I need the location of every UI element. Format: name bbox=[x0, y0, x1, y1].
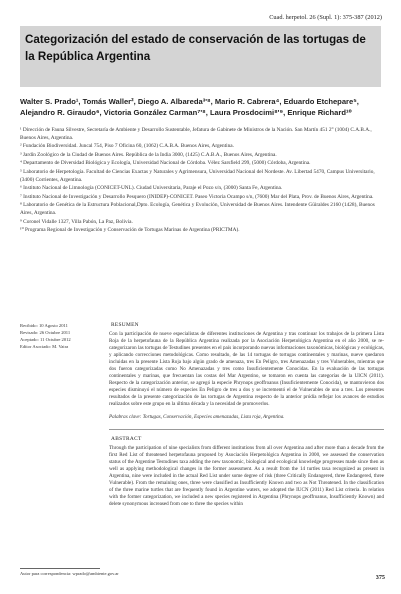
page-number: 375 bbox=[375, 574, 385, 581]
keywords-es-label: Palabras clave: bbox=[109, 414, 142, 421]
associate-editor: Editor Asociado: M. Vaira bbox=[20, 344, 69, 350]
date-accepted: Aceptado: 11 Octubre 2012 bbox=[20, 337, 71, 343]
keywords-es bbox=[109, 414, 384, 421]
affiliation-10: ¹⁰ Programa Regional de Investigación y Conservación de Tortugas Marinas de Argentina (PRICTMA). bbox=[20, 227, 240, 234]
affiliation-7: ⁷ Instituto Nacional de Investigación y Desarrollo Pesquero (INIDEP)-CONICET. Paseo Victoria Ocampo s/n, (7600) Mar del Plata, Prov. de Buenos Aires, Argentina. bbox=[20, 193, 374, 200]
affiliation-8: ⁸ Laboratorio de Genética de la Estructura Poblacional,Dpto. Ecología, Genética y Evolución, Universidad de Buenos Aires. Intendente Güiraldes 2160 (1428), Buenos Aires, Argentina. bbox=[20, 202, 375, 216]
affiliation-6: ⁶ Instituto Nacional de Limnología (CONICET-UNL). Ciudad Universitaria, Paraje el Pozo s/n, (3000) Santa Fe, Argentina. bbox=[20, 185, 283, 192]
resumen-text: Con la participación de nueve especialistas de diferentes instituciones de Argentina y tras continuar los trabajos de la primera Lista Roja de la herpetofauna de la República Argentina realizada por la Asociación Herpetológica Argentina en el año 2000, se re-categorizaron las tortugas de Testudines presentes en el país incorporando nuevas informaciones taxonómicas, biológicas y ecológicas, y aplicando correcciones metodológicas. Como resultado, de las 14 tortugas de tortugas continentales y marinas, nueve quedaron incluidas en la presente Lista Roja bajo algún grado de amenaza, tres En Peligro, tres Amenazadas y tres Vulnerables, mientras que dos fueron categorizadas como No Amenazadas y tres como Insuficientemente Conocidas. En la evaluación de las tortugas continentales y marinas, que frecuentan las costas del Mar Argentino, se tomaron en cuenta las categorías de la UICN (2011). Respecto de la categorización anterior, se agregó la especie Phrynops geoffroanus (Insuficientemente Conocida), se mantuvieron dos especies disminuyó el número de especies En Peligro de tres a dos y se incrementó el de Vulnerables de uno a tres. Los presentes resultados de la presente categorización de las tortugas de Argentina respecto de la anterior pródía reflejar los avances de estudios realizados sobre este grupo en la última década y la necesidad de promoverlos. bbox=[109, 331, 384, 407]
keywords-es-text: Tortugas, Conservación, Especies amenazadas, Lista roja, Argentina. bbox=[142, 414, 285, 421]
abstract-heading: ABSTRACT bbox=[111, 436, 142, 443]
resumen-heading: RESUMEN bbox=[111, 322, 139, 328]
affiliation-4: ⁴ Departamento de Diversidad Biológica y Ecología, Universidad Nacional de Córdoba. Vélez Sarsfield 299, (5000) Córdoba, Argentina. bbox=[20, 160, 311, 167]
title-banner bbox=[20, 26, 381, 87]
article-title: Categorización del estado de conservación de las tortugas de la República Argentina bbox=[25, 33, 366, 63]
affiliation-9: ⁹ Coronel Vidalle 1327, Villa Pabón, La Paz, Bolivia. bbox=[20, 218, 133, 225]
section-divider bbox=[109, 429, 384, 430]
journal-citation: Cuad. herpetol. 26 (Supl. 1): 375-387 (2012) bbox=[269, 14, 382, 21]
abstract-text: Through the participation of nine specialists from different institutions from all over Argentina and after more than a decade from the first Red List of threatened herpetofauna proposed by Asociación Herpetológica Argentina in 2000, we assessed the conservation status of the Argentine Testudines taxa adding the new taxonomic, biological and ecological knowledge progresses made since then as well as applying methodological changes in the former assessment. As a result from the 14 turtles taxa recognized as present in Argentina, nine were included in the actual Red List under some degree of risk (three Critically Endangered, three Endangered, three Vulnerable). From the remaining ones, three were classified as Insufficiently Known and two as Not Threatened. In the classification of the three marine turtles that are frequently found in Argentine waters, we adopted the IUCN (2011) Red List criteria. In relation with the former categorization, we included a new species registered in Argentina (Phrynops geoffroanus, Insufficiently Known) and delete synonymous increased from one to three the species within bbox=[109, 445, 384, 508]
abstract-column bbox=[109, 322, 384, 508]
footnote-divider bbox=[20, 568, 100, 569]
affiliation-2: ² Fundación Biodiversidad. Juncal 754, Piso 7 Oficina 60, (1062) C.A.B.A. Buenos Aires, Argentina. bbox=[20, 143, 234, 150]
date-revised: Revisado: 26 Octubre 2011 bbox=[20, 330, 71, 336]
affiliation-3: ³ Jardín Zoológico de la Ciudad de Buenos Aires. República de la India 3000, (1425) C.A.B.A., Buenos Aires, Argentina. bbox=[20, 151, 277, 158]
affiliation-5: ⁵ Laboratorio de Herpetología. Facultad de Ciencias Exactas y Naturales y Agrimensura, Universidad Nacional del Nordeste. Av. Libertad 5470, Campus Universitario, (3400) Corrientes, Argentina. bbox=[20, 168, 375, 183]
author-list: Walter S. Prado¹, Tomás Waller², Diego A. Albareda³'⁸, Mario R. Cabrera⁴, Eduardo Etchepare⁵, Alejandro R. Giraudo⁶, Victoria González Carman⁷'⁸, Laura Prosdocimi⁸'⁹, Enrique Richard¹⁰ bbox=[20, 97, 359, 117]
article-dates bbox=[20, 322, 112, 350]
corresponding-author-note: Autor para correspondencia: wprado@ambiente.gov.ar bbox=[20, 571, 119, 576]
affiliation-1: ¹ Dirección de Fauna Silvestre, Secretaría de Ambiente y Desarrollo Sustentable, Jefatura de Gabinete de Ministros de la Nación. San Martín 451 2° (1004) C.A.B.A., Buenos Aires, Argentina. bbox=[20, 127, 372, 141]
date-received: Recibido: 10 Agosto 2011 bbox=[20, 323, 68, 328]
affiliation-list bbox=[20, 127, 385, 236]
